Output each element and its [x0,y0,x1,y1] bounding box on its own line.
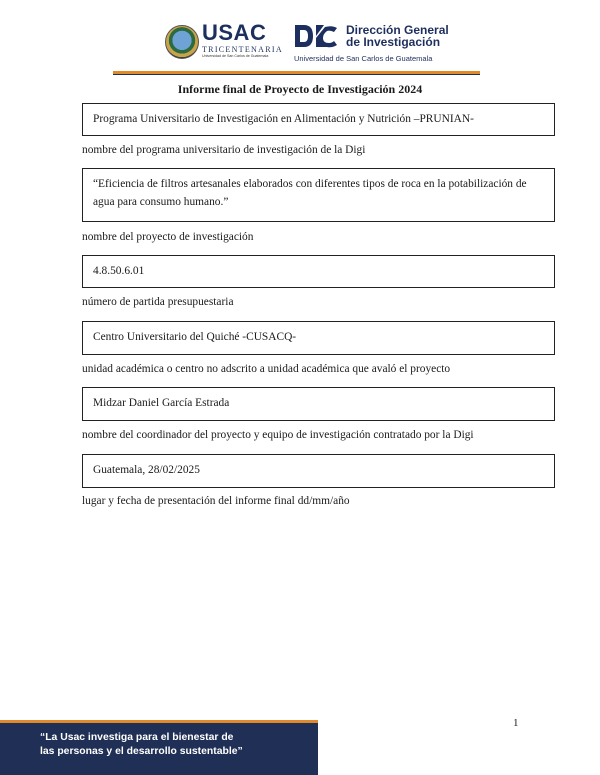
page-header [0,0,600,80]
field-box-coordinator: Midzar Daniel García Estrada [82,387,555,421]
header-divider-thin [113,74,480,75]
field-label-project-name: nombre del proyecto de investigación [82,231,254,243]
field-label-coordinator: nombre del coordinador del proyecto y equipo de investigación contratado por la Digi [82,429,474,441]
field-box-place-date: Guatemala, 28/02/2025 [82,454,555,488]
field-label-academic-unit: unidad académica o centro no adscrito a unidad académica que avaló el proyecto [82,363,451,375]
digi-title-line1: Dirección General [346,23,449,37]
field-box-academic-unit: Centro Universitario del Quiché -CUSACQ- [82,321,555,355]
digi-logo-icon [294,24,342,48]
digi-subtitle: Universidad de San Carlos de Guatemala [294,54,433,63]
digi-title-line2: de Investigación [346,35,441,49]
field-label-place-date: lugar y fecha de presentación del informe final dd/mm/año [82,495,350,507]
document-title: Informe final de Proyecto de Investigación 2024 [177,82,423,96]
digi-title [346,24,456,48]
field-box-program: Programa Universitario de Investigación en Alimentación y Nutrición –PRUNIAN- [82,103,555,136]
usac-logo [202,22,282,59]
page-number: 1 [513,717,519,729]
usac-wordmark: USAC [202,20,267,45]
footer-quote-line2: las personas y el desarrollo sustentable” [40,746,243,757]
university-seal-icon [165,25,199,59]
footer-quote-line1: “La Usac investiga para el bienestar de [40,732,234,743]
field-box-project-name: “Eficiencia de filtros artesanales elaborados con diferentes tipos de roca en la potabilización de agua para consumo humano.” [82,168,555,222]
page-footer [0,720,318,775]
footer-quote [40,731,310,759]
usac-tagline: Universidad de San Carlos de Guatemala [202,54,269,58]
usac-subtitle: TRICENTENARIA [202,45,283,54]
field-box-budget-item: 4.8.50.6.01 [82,255,555,288]
field-label-budget-item: número de partida presupuestaria [82,296,234,308]
field-label-program: nombre del programa universitario de investigación de la Digi [82,144,366,156]
